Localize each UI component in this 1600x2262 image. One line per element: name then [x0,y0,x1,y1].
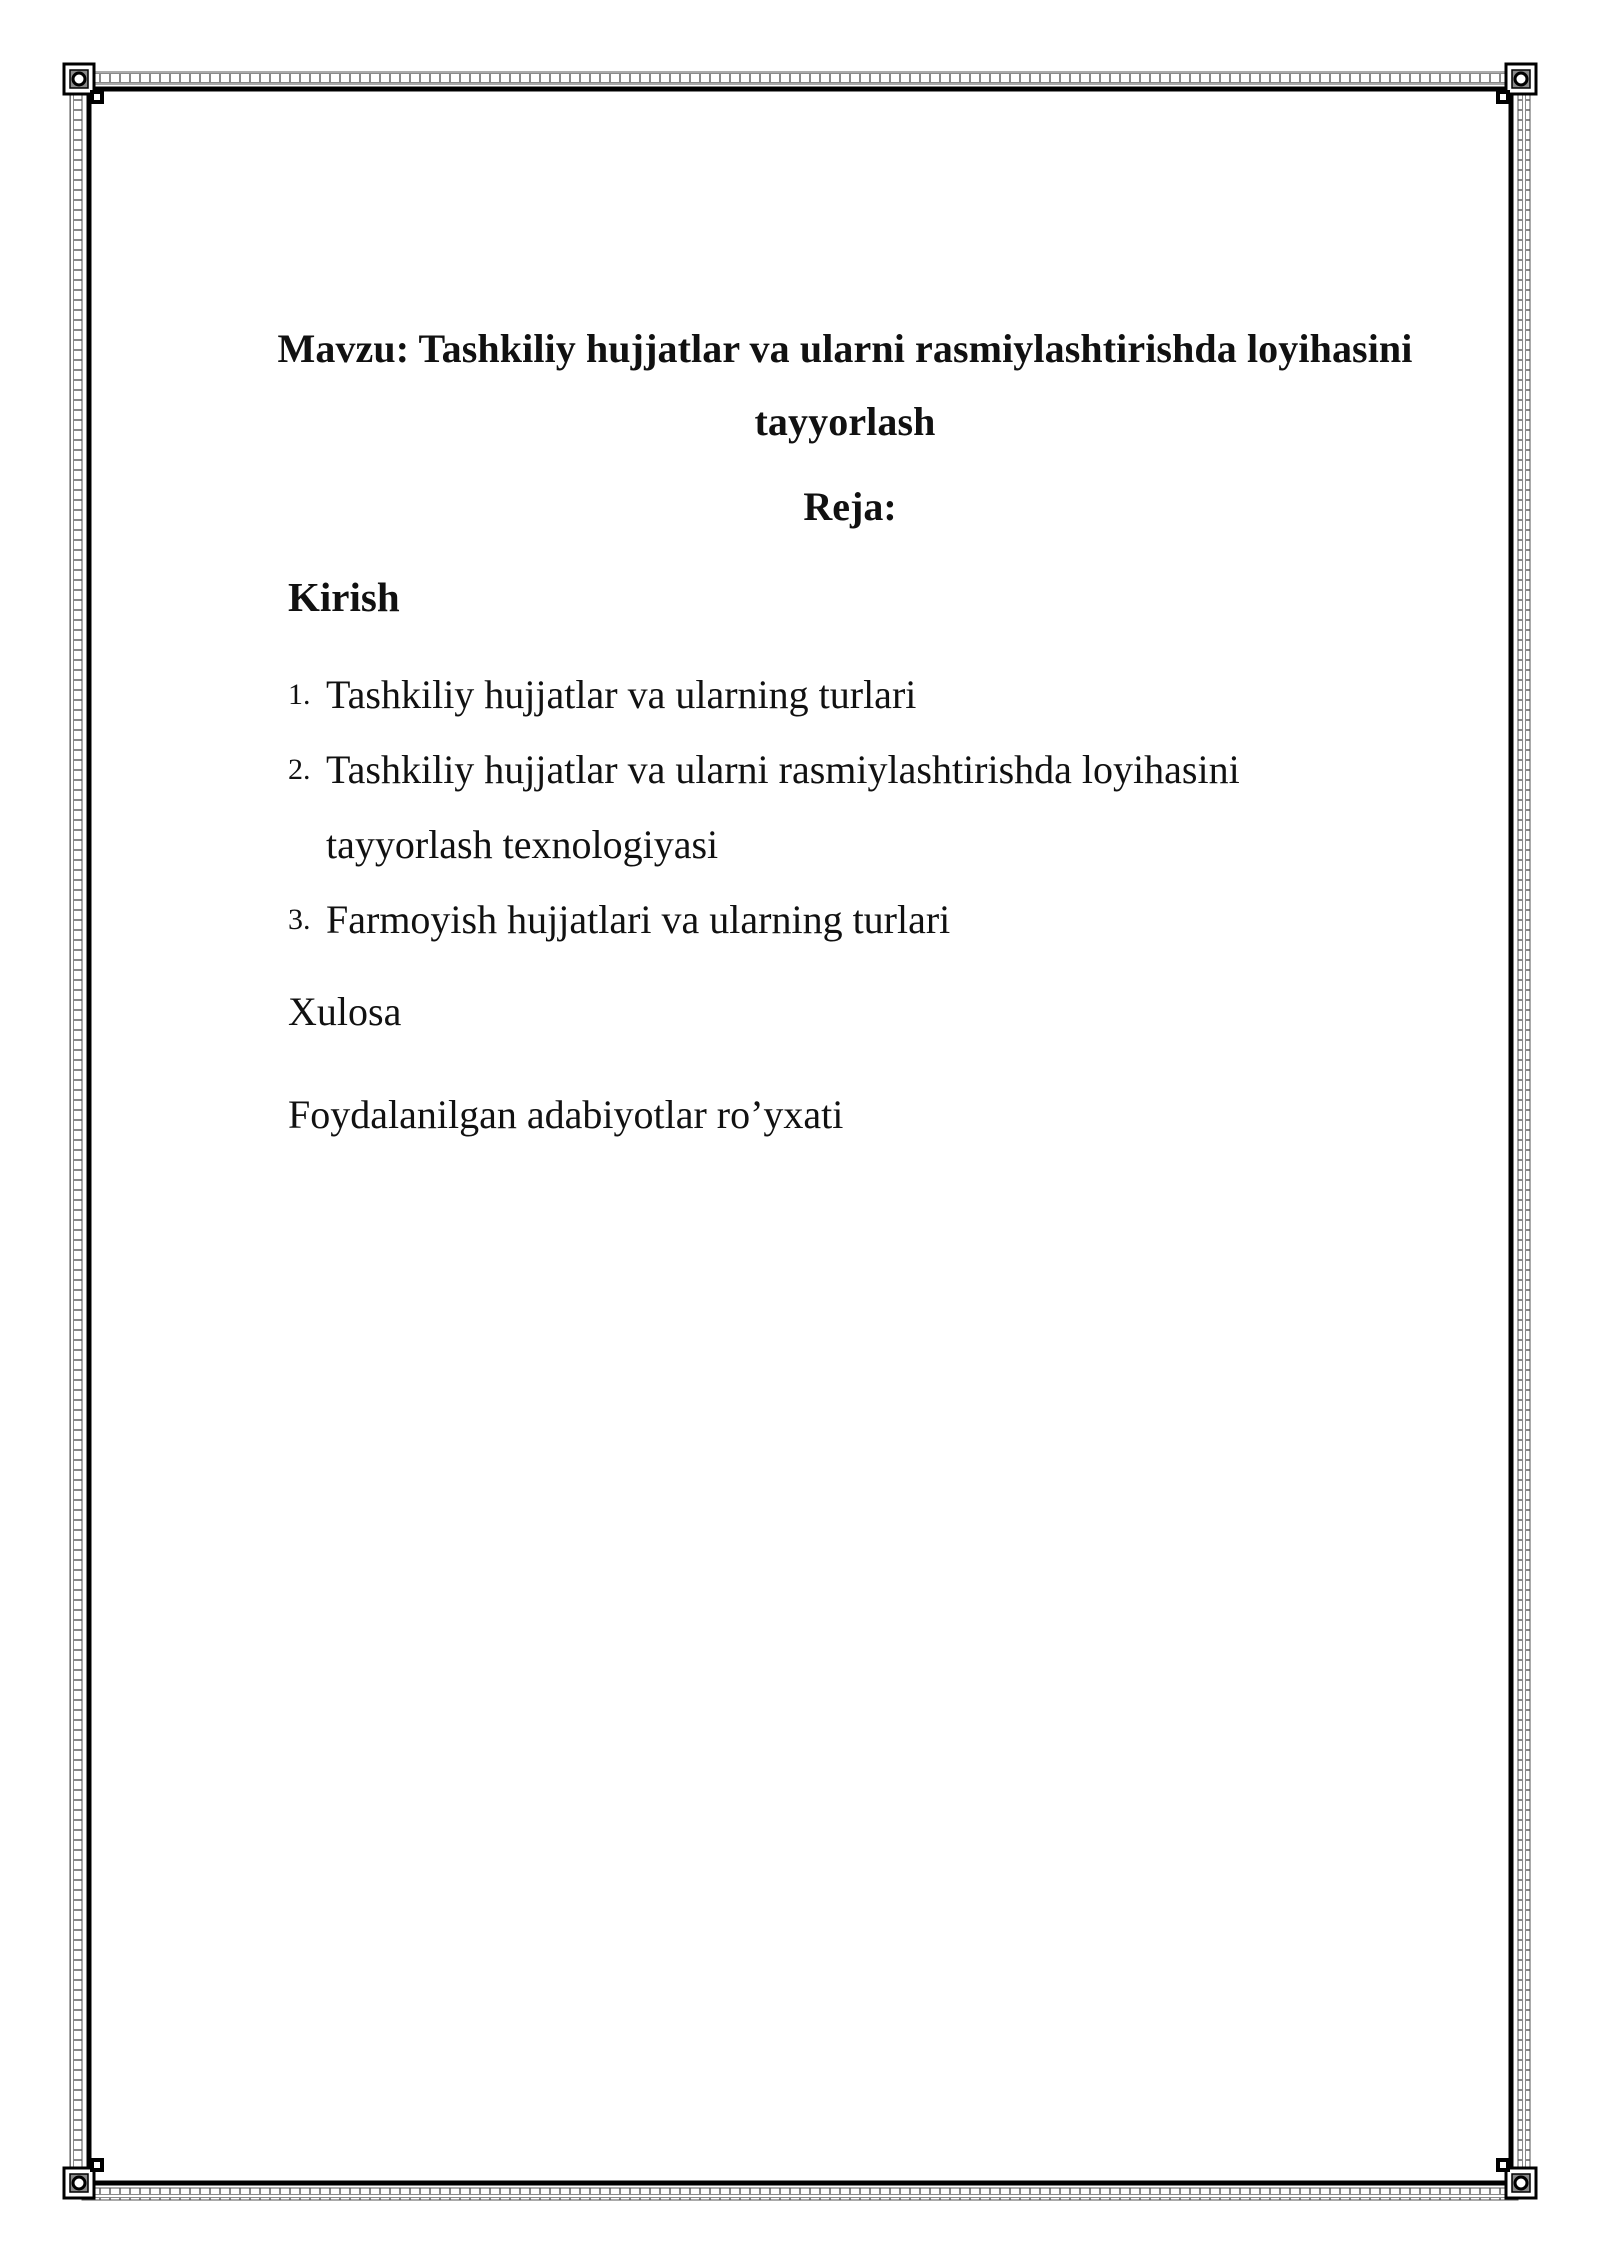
introduction-heading: Kirish [288,574,400,620]
plan-item-number: 3. [288,903,311,936]
plan-heading: Reja: [803,484,897,529]
plan-item-text: Tashkiliy hujjatlar va ularning turlari [326,672,917,717]
plan-item [288,732,1398,882]
plan-item-text: Farmoyish hujjatlari va ularning turlari [326,897,951,942]
plan-item [288,657,1398,732]
plan-list [288,657,1398,957]
plan-item-text: Tashkiliy hujjatlar va ularni rasmiylashtirishda loyihasini tayyorlash texnologiyasi [326,747,1240,867]
plan-item [288,882,1398,957]
references-heading: Foydalanilgan adabiyotlar ro’yxati [288,1092,844,1137]
conclusion-heading: Xulosa [288,989,402,1034]
plan-item-number: 2. [288,753,311,786]
plan-item-number: 1. [288,678,311,711]
page-title: Mavzu: Tashkiliy hujjatlar va ularni rasmiylashtirishda loyihasini tayyorlash [277,326,1413,444]
